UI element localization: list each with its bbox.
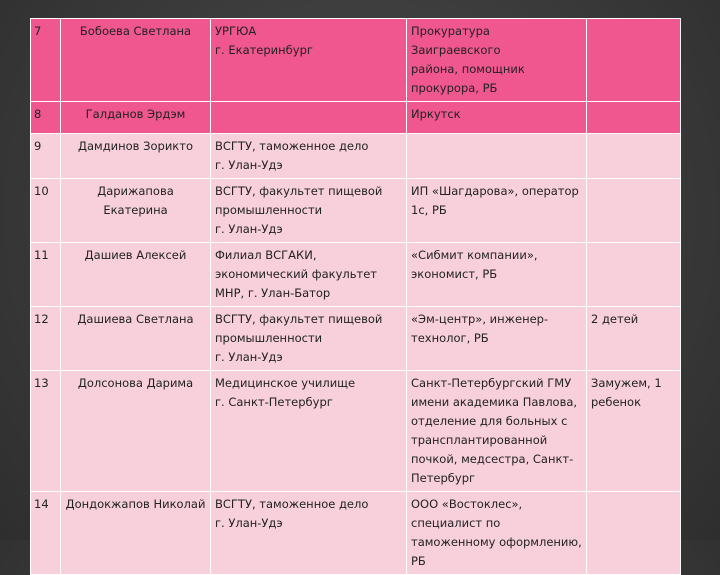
employment-cell bbox=[407, 371, 587, 492]
education-cell-line: промышленности bbox=[215, 331, 323, 345]
employment-cell-line: Иркутск bbox=[411, 107, 461, 121]
education-cell bbox=[211, 134, 407, 179]
education-cell-line: г. Улан-Удэ bbox=[215, 350, 283, 364]
row-number: 10 bbox=[31, 179, 61, 243]
employment-cell bbox=[407, 243, 587, 307]
student-name: Бобоева Светлана bbox=[61, 19, 211, 102]
table-row bbox=[31, 371, 681, 492]
education-cell-line: ВСГТУ, таможенное дело bbox=[215, 497, 369, 511]
student-name: Дашиев Алексей bbox=[61, 243, 211, 307]
education-cell-line: г. Екатеринбург bbox=[215, 43, 313, 57]
education-cell-line: ВСГТУ, факультет пищевой bbox=[215, 184, 383, 198]
employment-cell-line: ИП «Шагдарова», оператор bbox=[411, 184, 579, 198]
student-name: Долсонова Дарима bbox=[61, 371, 211, 492]
note-cell bbox=[587, 102, 681, 134]
employment-cell-line: технолог, РБ bbox=[411, 331, 489, 345]
table-row bbox=[31, 243, 681, 307]
employment-cell-line: района, помощник bbox=[411, 62, 525, 76]
employment-cell-line: Прокуратура Заиграевского bbox=[411, 24, 501, 57]
education-cell bbox=[211, 307, 407, 371]
employment-cell bbox=[407, 134, 587, 179]
row-number: 13 bbox=[31, 371, 61, 492]
employment-cell-line: отделение для больных с bbox=[411, 414, 568, 428]
employment-cell-line: имени академика Павлова, bbox=[411, 395, 578, 409]
table-row bbox=[31, 102, 681, 134]
employment-cell-line: ООО «Востоклес», bbox=[411, 497, 523, 511]
graduates-table bbox=[30, 18, 681, 575]
student-name: Дамдинов Зорикто bbox=[61, 134, 211, 179]
note-cell bbox=[587, 492, 681, 575]
employment-cell-line: трансплантированной bbox=[411, 433, 548, 447]
table-row bbox=[31, 179, 681, 243]
note-cell-line: 2 детей bbox=[591, 312, 639, 326]
employment-cell bbox=[407, 19, 587, 102]
table-body bbox=[31, 19, 681, 575]
education-cell bbox=[211, 371, 407, 492]
employment-cell-line: таможенному оформлению, bbox=[411, 535, 582, 549]
row-number: 14 bbox=[31, 492, 61, 575]
note-cell bbox=[587, 307, 681, 371]
education-cell-line: г. Санкт-Петербург bbox=[215, 395, 333, 409]
table-row bbox=[31, 134, 681, 179]
education-cell bbox=[211, 492, 407, 575]
employment-cell-line: прокурора, РБ bbox=[411, 81, 498, 95]
education-cell bbox=[211, 102, 407, 134]
row-number: 11 bbox=[31, 243, 61, 307]
employment-cell-line: Санкт-Петербургский ГМУ bbox=[411, 376, 572, 390]
employment-cell-line: специалист по bbox=[411, 516, 501, 530]
table-container bbox=[30, 18, 680, 575]
education-cell-line: Филиал ВСГАКИ, bbox=[215, 248, 317, 262]
education-cell-line: ВСГТУ, таможенное дело bbox=[215, 139, 369, 153]
education-cell-line: промышленности bbox=[215, 203, 323, 217]
student-name: Дондокжапов Николай bbox=[61, 492, 211, 575]
employment-cell-line: почкой, медсестра, Санкт- bbox=[411, 452, 574, 466]
table-row bbox=[31, 307, 681, 371]
row-number: 7 bbox=[31, 19, 61, 102]
table-row bbox=[31, 19, 681, 102]
employment-cell-line: «Сибмит компании», bbox=[411, 248, 538, 262]
education-cell-line: Медицинское училище bbox=[215, 376, 356, 390]
employment-cell bbox=[407, 307, 587, 371]
employment-cell-line: «Эм-центр», инженер- bbox=[411, 312, 549, 326]
student-name: Дашиева Светлана bbox=[61, 307, 211, 371]
note-cell bbox=[587, 243, 681, 307]
employment-cell bbox=[407, 492, 587, 575]
note-cell bbox=[587, 371, 681, 492]
student-name: Дарижапова Екатерина bbox=[61, 179, 211, 243]
education-cell bbox=[211, 179, 407, 243]
employment-cell-line: Петербург bbox=[411, 471, 476, 485]
education-cell-line: ВСГТУ, факультет пищевой bbox=[215, 312, 383, 326]
employment-cell-line: экономист, РБ bbox=[411, 267, 498, 281]
education-cell bbox=[211, 19, 407, 102]
employment-cell bbox=[407, 179, 587, 243]
note-cell bbox=[587, 179, 681, 243]
education-cell-line: УРГЮА bbox=[215, 24, 257, 38]
employment-cell-line: 1с, РБ bbox=[411, 203, 447, 217]
student-name: Галданов Эрдэм bbox=[61, 102, 211, 134]
employment-cell bbox=[407, 102, 587, 134]
note-cell bbox=[587, 134, 681, 179]
education-cell-line: г. Улан-Удэ bbox=[215, 158, 283, 172]
note-cell-line: Замужем, 1 bbox=[591, 376, 662, 390]
employment-cell-line: РБ bbox=[411, 554, 426, 568]
education-cell-line: экономический факультет bbox=[215, 267, 377, 281]
row-number: 9 bbox=[31, 134, 61, 179]
note-cell bbox=[587, 19, 681, 102]
note-cell-line: ребенок bbox=[591, 395, 642, 409]
row-number: 12 bbox=[31, 307, 61, 371]
education-cell bbox=[211, 243, 407, 307]
row-number: 8 bbox=[31, 102, 61, 134]
table-row bbox=[31, 492, 681, 575]
education-cell-line: г. Улан-Удэ bbox=[215, 222, 283, 236]
education-cell-line: МНР, г. Улан-Батор bbox=[215, 286, 331, 300]
education-cell-line: г. Улан-Удэ bbox=[215, 516, 283, 530]
